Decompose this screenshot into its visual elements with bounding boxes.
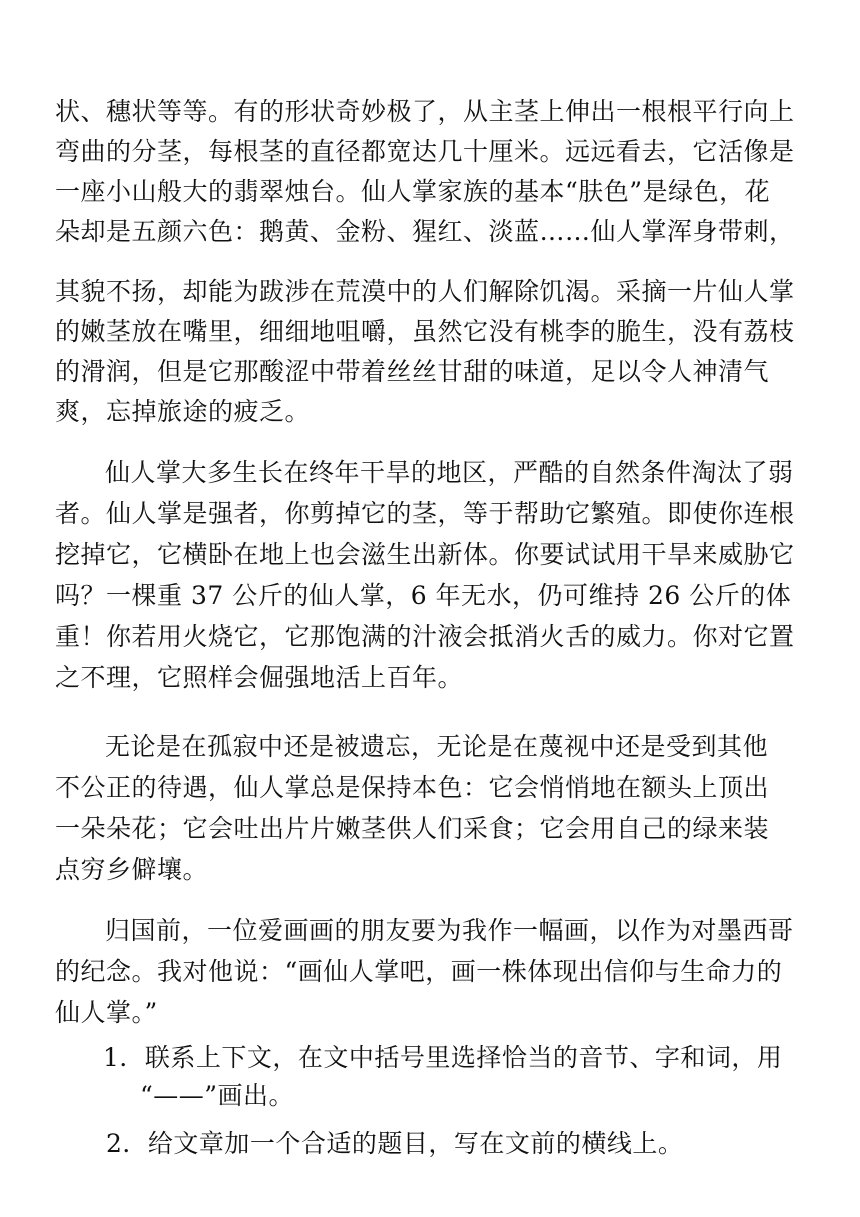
paragraph-line: 的嫩茎放在嘴里，细细地咀嚼，虽然它没有桃李的脆生，没有荔枝 <box>55 317 795 346</box>
paragraph-line: 者。仙人掌是强者，你剪掉它的茎，等于帮助它繁殖。即使你连根 <box>55 499 795 528</box>
paragraph-line: 之不理，它照样会倔强地活上百年。 <box>55 663 464 692</box>
question-line: 1．联系上下文，在文中括号里选择恰当的音节、字和词，用 <box>103 1043 783 1072</box>
paragraph-line: 仙人掌大多生长在终年干旱的地区，严酷的自然条件淘汰了弱 <box>105 458 794 487</box>
paragraph-line: 挖掉它，它横卧在地上也会滋生出新体。你要试试用干旱来威胁它 <box>55 540 795 569</box>
paragraph-line: 归国前，一位爱画画的朋友要为我作一幅画，以作为对墨西哥 <box>105 916 794 945</box>
question-line: “——”画出。 <box>140 1081 295 1110</box>
paragraph-line: 不公正的待遇，仙人掌总是保持本色：它会悄悄地在额头上顶出 <box>55 773 770 802</box>
paragraph-line: 重！你若用火烧它，它那饱满的汁液会抵消火舌的威力。你对它置 <box>55 622 795 651</box>
paragraph-line: 的滑润，但是它那酸涩中带着丝丝甘甜的味道，足以令人神清气 <box>55 357 770 386</box>
paragraph-line: 无论是在孤寂中还是被遗忘，无论是在蔑视中还是受到其他 <box>105 732 769 761</box>
paragraph-line: 状、穗状等等。有的形状奇妙极了，从主茎上伸出一根根平行向上 <box>55 97 795 126</box>
paragraph-line: 一朵朵花；它会吐出片片嫩茎供人们采食；它会用自己的绿来装 <box>55 814 770 843</box>
paragraph-line: 吗？一棵重 37 公斤的仙人掌，6 年无水，仍可维持 26 公斤的体 <box>55 581 792 610</box>
paragraph-line: 弯曲的分茎，每根茎的直径都宽达几十厘米。远远看去，它活像是 <box>55 137 795 166</box>
paragraph-line: 其貌不扬，却能为跋涉在荒漠中的人们解除饥渴。采摘一片仙人掌 <box>55 277 795 306</box>
paragraph-line: 一座小山般大的翡翠烛台。仙人掌家族的基本“肤色”是绿色，花 <box>55 177 771 206</box>
paragraph-line: 仙人掌。” <box>55 998 158 1027</box>
paragraph-line: 爽，忘掉旅途的疲乏。 <box>55 397 311 426</box>
paragraph-line: 的纪念。我对他说：“画仙人掌吧，画一株体现出信仰与生命力的 <box>55 957 783 986</box>
paragraph-line: 朵却是五颜六色：鹅黄、金粉、猩红、淡蓝……仙人掌浑身带刺， <box>55 217 795 246</box>
paragraph-line: 点穷乡僻壤。 <box>55 855 209 884</box>
question-line: 2．给文章加一个合适的题目，写在文前的横线上。 <box>106 1129 684 1158</box>
